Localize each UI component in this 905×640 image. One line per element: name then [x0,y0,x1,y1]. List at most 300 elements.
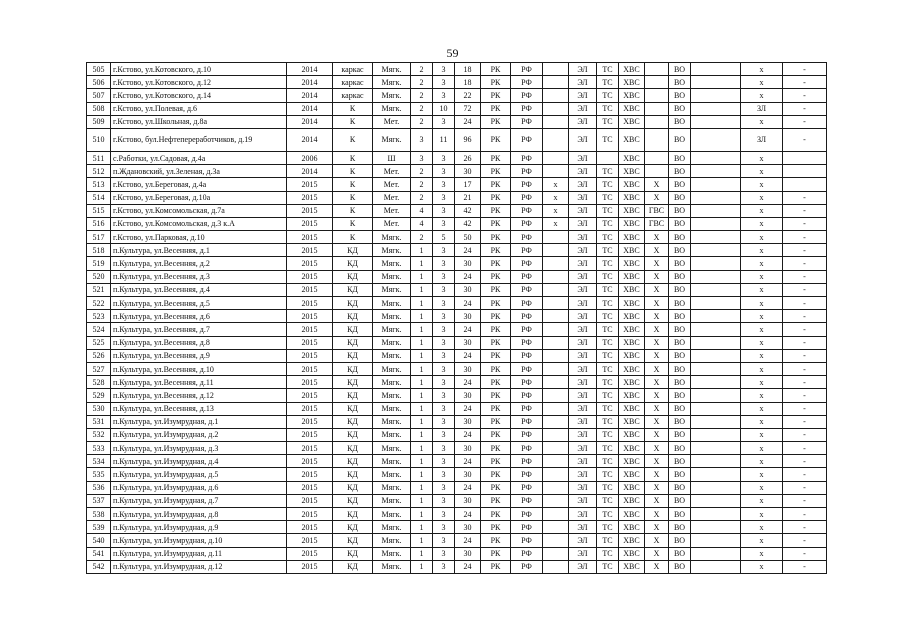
roof-cell: Мягк. [373,270,411,283]
electric-cell: ЭЛ [569,89,597,102]
year-cell: 2015 [287,455,333,468]
electric-cell: ЭЛ [569,349,597,362]
floors-cell: 4 [411,204,433,217]
electric-cell: ЭЛ [569,494,597,507]
apartments-cell: 30 [455,415,481,428]
row-number: 531 [87,415,111,428]
roof-cell: Мягк. [373,442,411,455]
address-cell: г.Кстово, ул.Комсомольская, д.7а [111,204,287,217]
dash-cell: - [783,76,827,89]
row-number: 542 [87,560,111,573]
entrances-cell: 11 [433,128,455,151]
electric-cell: ЭЛ [569,165,597,178]
table-row [87,389,827,402]
hot-water-cell: Х [645,468,669,481]
dash-cell: - [783,89,827,102]
electric-cell: ЭЛ [569,191,597,204]
roof-cell: Мягк. [373,128,411,151]
heating-cell: ТС [597,128,619,151]
gas-cell: х [741,191,783,204]
rf-cell: РФ [511,89,543,102]
floors-cell: 1 [411,336,433,349]
apartments-cell: 30 [455,521,481,534]
gas-cell: х [741,560,783,573]
sewer-cell: ВО [669,415,691,428]
rk-cell: РК [481,297,511,310]
roof-cell: Мягк. [373,102,411,115]
wall-material-cell: К [333,191,373,204]
electric-cell: ЭЛ [569,481,597,494]
rk-cell: РК [481,128,511,151]
dash-cell: - [783,521,827,534]
entrances-cell: 3 [433,323,455,336]
row-number: 516 [87,217,111,230]
sewer-cell: ВО [669,560,691,573]
blank-cell [691,389,741,402]
roof-cell: Мягк. [373,336,411,349]
hot-water-cell [645,151,669,164]
heating-cell: ТС [597,402,619,415]
wall-material-cell: К [333,231,373,244]
address-cell: п.Культура, ул.Изумрудная, д.7 [111,494,287,507]
year-cell: 2014 [287,63,333,76]
address-cell: п.Культура, ул.Изумрудная, д.6 [111,481,287,494]
rk-cell: РК [481,151,511,164]
rf-cell: РФ [511,231,543,244]
row-number: 507 [87,89,111,102]
entrances-cell: 3 [433,151,455,164]
mark-cell: х [543,178,569,191]
heating-cell: ТС [597,283,619,296]
heating-cell: ТС [597,217,619,230]
mark-cell [543,428,569,441]
rk-cell: РК [481,217,511,230]
year-cell: 2015 [287,362,333,375]
wall-material-cell: К [333,217,373,230]
hot-water-cell: Х [645,481,669,494]
mark-cell [543,481,569,494]
table-row [87,257,827,270]
gas-cell: х [741,76,783,89]
year-cell: 2014 [287,89,333,102]
rk-cell: РК [481,231,511,244]
row-number: 512 [87,165,111,178]
cold-water-cell: ХВС [619,217,645,230]
floors-cell: 1 [411,442,433,455]
apartments-cell: 72 [455,102,481,115]
mark-cell [543,534,569,547]
rk-cell: РК [481,89,511,102]
year-cell: 2015 [287,349,333,362]
floors-cell: 1 [411,428,433,441]
rk-cell: РК [481,63,511,76]
year-cell: 2015 [287,283,333,296]
heating-cell: ТС [597,191,619,204]
roof-cell: Мягк. [373,283,411,296]
blank-cell [691,547,741,560]
apartments-cell: 21 [455,191,481,204]
address-cell: п.Культура, ул.Весенняя, д.8 [111,336,287,349]
mark-cell [543,376,569,389]
address-cell: г.Кстово, бул.Нефтепереработчиков, д.19 [111,128,287,151]
entrances-cell: 3 [433,349,455,362]
hot-water-cell: Х [645,494,669,507]
dash-cell: - [783,270,827,283]
table-row [87,310,827,323]
cold-water-cell: ХВС [619,178,645,191]
entrances-cell: 3 [433,165,455,178]
roof-cell: Мет. [373,204,411,217]
electric-cell: ЭЛ [569,560,597,573]
sewer-cell: ВО [669,376,691,389]
wall-material-cell: КД [333,428,373,441]
year-cell: 2015 [287,534,333,547]
entrances-cell: 3 [433,204,455,217]
table-row [87,270,827,283]
entrances-cell: 3 [433,76,455,89]
electric-cell: ЭЛ [569,63,597,76]
dash-cell: - [783,244,827,257]
row-number: 520 [87,270,111,283]
electric-cell: ЭЛ [569,323,597,336]
address-cell: г.Кстово, ул.Береговая, д.4а [111,178,287,191]
mark-cell: х [543,217,569,230]
blank-cell [691,508,741,521]
cold-water-cell: ХВС [619,310,645,323]
cold-water-cell: ХВС [619,336,645,349]
roof-cell: Мягк. [373,63,411,76]
entrances-cell: 3 [433,494,455,507]
row-number: 506 [87,76,111,89]
gas-cell: х [741,534,783,547]
floors-cell: 1 [411,244,433,257]
roof-cell: Мягк. [373,323,411,336]
floors-cell: 1 [411,376,433,389]
electric-cell: ЭЛ [569,336,597,349]
hot-water-cell: Х [645,270,669,283]
floors-cell: 2 [411,165,433,178]
row-number: 538 [87,508,111,521]
blank-cell [691,336,741,349]
sewer-cell: ВО [669,89,691,102]
mark-cell [543,349,569,362]
mark-cell [543,257,569,270]
mark-cell [543,244,569,257]
year-cell: 2015 [287,323,333,336]
rk-cell: РК [481,560,511,573]
dash-cell: - [783,547,827,560]
gas-cell: х [741,349,783,362]
sewer-cell: ВО [669,128,691,151]
rf-cell: РФ [511,102,543,115]
table-row [87,376,827,389]
rf-cell: РФ [511,428,543,441]
rf-cell: РФ [511,191,543,204]
gas-cell: х [741,547,783,560]
mark-cell [543,310,569,323]
cold-water-cell: ХВС [619,244,645,257]
address-cell: п.Культура, ул.Весенняя, д.9 [111,349,287,362]
blank-cell [691,165,741,178]
blank-cell [691,402,741,415]
rk-cell: РК [481,389,511,402]
rf-cell: РФ [511,63,543,76]
hot-water-cell: Х [645,376,669,389]
entrances-cell: 3 [433,178,455,191]
apartments-cell: 24 [455,455,481,468]
apartments-cell: 24 [455,428,481,441]
blank-cell [691,428,741,441]
row-number: 533 [87,442,111,455]
row-number: 522 [87,297,111,310]
heating-cell: ТС [597,428,619,441]
hot-water-cell: Х [645,178,669,191]
year-cell: 2015 [287,547,333,560]
entrances-cell: 3 [433,283,455,296]
electric-cell: ЭЛ [569,257,597,270]
rf-cell: РФ [511,204,543,217]
apartments-cell: 18 [455,76,481,89]
table-row [87,547,827,560]
wall-material-cell: КД [333,244,373,257]
year-cell: 2006 [287,151,333,164]
address-cell: г.Кстово, ул.Полевая, д.6 [111,102,287,115]
heating-cell: ТС [597,468,619,481]
electric-cell: ЭЛ [569,310,597,323]
floors-cell: 2 [411,191,433,204]
rf-cell: РФ [511,323,543,336]
roof-cell: Мягк. [373,560,411,573]
gas-cell: х [741,402,783,415]
wall-material-cell: КД [333,442,373,455]
rf-cell: РФ [511,178,543,191]
rf-cell: РФ [511,468,543,481]
apartments-cell: 50 [455,231,481,244]
housing-register-table [86,62,827,574]
apartments-cell: 30 [455,547,481,560]
heating-cell: ТС [597,349,619,362]
wall-material-cell: КД [333,468,373,481]
dash-cell: - [783,455,827,468]
heating-cell: ТС [597,336,619,349]
entrances-cell: 3 [433,310,455,323]
apartments-cell: 22 [455,89,481,102]
gas-cell: ЗЛ [741,128,783,151]
apartments-cell: 30 [455,310,481,323]
entrances-cell: 3 [433,402,455,415]
dash-cell: - [783,428,827,441]
blank-cell [691,63,741,76]
heating-cell: ТС [597,76,619,89]
year-cell: 2015 [287,389,333,402]
wall-material-cell: КД [333,362,373,375]
entrances-cell: 3 [433,481,455,494]
sewer-cell: ВО [669,547,691,560]
electric-cell: ЭЛ [569,76,597,89]
cold-water-cell: ХВС [619,376,645,389]
entrances-cell: 3 [433,115,455,128]
year-cell: 2015 [287,297,333,310]
sewer-cell: ВО [669,349,691,362]
rk-cell: РК [481,468,511,481]
electric-cell: ЭЛ [569,415,597,428]
year-cell: 2015 [287,376,333,389]
table-row [87,336,827,349]
row-number: 529 [87,389,111,402]
heating-cell: ТС [597,494,619,507]
electric-cell: ЭЛ [569,508,597,521]
rk-cell: РК [481,508,511,521]
row-number: 535 [87,468,111,481]
address-cell: п.Культура, ул.Изумрудная, д.10 [111,534,287,547]
rf-cell: РФ [511,415,543,428]
mark-cell [543,402,569,415]
sewer-cell: ВО [669,336,691,349]
entrances-cell: 3 [433,442,455,455]
rf-cell: РФ [511,270,543,283]
floors-cell: 3 [411,128,433,151]
entrances-cell: 10 [433,102,455,115]
rf-cell: РФ [511,336,543,349]
hot-water-cell: Х [645,323,669,336]
heating-cell: ТС [597,63,619,76]
roof-cell: Мет. [373,217,411,230]
cold-water-cell: ХВС [619,231,645,244]
sewer-cell: ВО [669,283,691,296]
mark-cell [543,89,569,102]
sewer-cell: ВО [669,481,691,494]
address-cell: п.Культура, ул.Весенняя, д.5 [111,297,287,310]
floors-cell: 2 [411,178,433,191]
table-row [87,494,827,507]
rf-cell: РФ [511,165,543,178]
blank-cell [691,362,741,375]
electric-cell: ЭЛ [569,389,597,402]
electric-cell: ЭЛ [569,283,597,296]
electric-cell: ЭЛ [569,244,597,257]
mark-cell [543,151,569,164]
page-number: 59 [446,46,459,60]
entrances-cell: 3 [433,191,455,204]
gas-cell: х [741,151,783,164]
apartments-cell: 24 [455,402,481,415]
cold-water-cell: ХВС [619,547,645,560]
hot-water-cell [645,115,669,128]
table-row [87,231,827,244]
hot-water-cell: Х [645,521,669,534]
mark-cell [543,102,569,115]
row-number: 527 [87,362,111,375]
dash-cell: - [783,323,827,336]
rk-cell: РК [481,270,511,283]
table-row [87,323,827,336]
table-row [87,428,827,441]
sewer-cell: ВО [669,63,691,76]
row-number: 523 [87,310,111,323]
heating-cell [597,151,619,164]
hot-water-cell: Х [645,283,669,296]
rf-cell: РФ [511,547,543,560]
wall-material-cell: КД [333,376,373,389]
entrances-cell: 3 [433,362,455,375]
sewer-cell: ВО [669,178,691,191]
floors-cell: 1 [411,349,433,362]
address-cell: п.Культура, ул.Изумрудная, д.12 [111,560,287,573]
blank-cell [691,455,741,468]
sewer-cell: ВО [669,115,691,128]
address-cell: п.Культура, ул.Весенняя, д.3 [111,270,287,283]
floors-cell: 1 [411,362,433,375]
wall-material-cell: К [333,151,373,164]
hot-water-cell: Х [645,415,669,428]
gas-cell: х [741,521,783,534]
cold-water-cell: ХВС [619,521,645,534]
table-row [87,521,827,534]
roof-cell: Мягк. [373,494,411,507]
entrances-cell: 3 [433,270,455,283]
dash-cell: - [783,257,827,270]
electric-cell: ЭЛ [569,204,597,217]
wall-material-cell: КД [333,336,373,349]
rk-cell: РК [481,455,511,468]
hot-water-cell [645,102,669,115]
heating-cell: ТС [597,89,619,102]
rk-cell: РК [481,257,511,270]
heating-cell: ТС [597,310,619,323]
rk-cell: РК [481,349,511,362]
rf-cell: РФ [511,217,543,230]
blank-cell [691,494,741,507]
floors-cell: 1 [411,468,433,481]
dash-cell: - [783,376,827,389]
heating-cell: ТС [597,481,619,494]
table-row [87,481,827,494]
sewer-cell: ВО [669,165,691,178]
row-number: 521 [87,283,111,296]
gas-cell: х [741,468,783,481]
row-number: 508 [87,102,111,115]
row-number: 505 [87,63,111,76]
rk-cell: РК [481,534,511,547]
row-number: 526 [87,349,111,362]
year-cell: 2015 [287,560,333,573]
row-number: 513 [87,178,111,191]
address-cell: г.Кстово, ул.Комсомольская, д.3 к.А [111,217,287,230]
address-cell: п.Культура, ул.Весенняя, д.12 [111,389,287,402]
heating-cell: ТС [597,389,619,402]
cold-water-cell: ХВС [619,349,645,362]
hot-water-cell: ГВС [645,204,669,217]
rk-cell: РК [481,323,511,336]
blank-cell [691,323,741,336]
sewer-cell: ВО [669,494,691,507]
rk-cell: РК [481,336,511,349]
year-cell: 2015 [287,244,333,257]
row-number: 530 [87,402,111,415]
heating-cell: ТС [597,257,619,270]
hot-water-cell: Х [645,389,669,402]
table-row [87,244,827,257]
sewer-cell: ВО [669,468,691,481]
gas-cell: х [741,244,783,257]
electric-cell: ЭЛ [569,128,597,151]
rf-cell: РФ [511,151,543,164]
gas-cell: х [741,115,783,128]
year-cell: 2015 [287,270,333,283]
rk-cell: РК [481,521,511,534]
wall-material-cell: К [333,165,373,178]
rf-cell: РФ [511,442,543,455]
